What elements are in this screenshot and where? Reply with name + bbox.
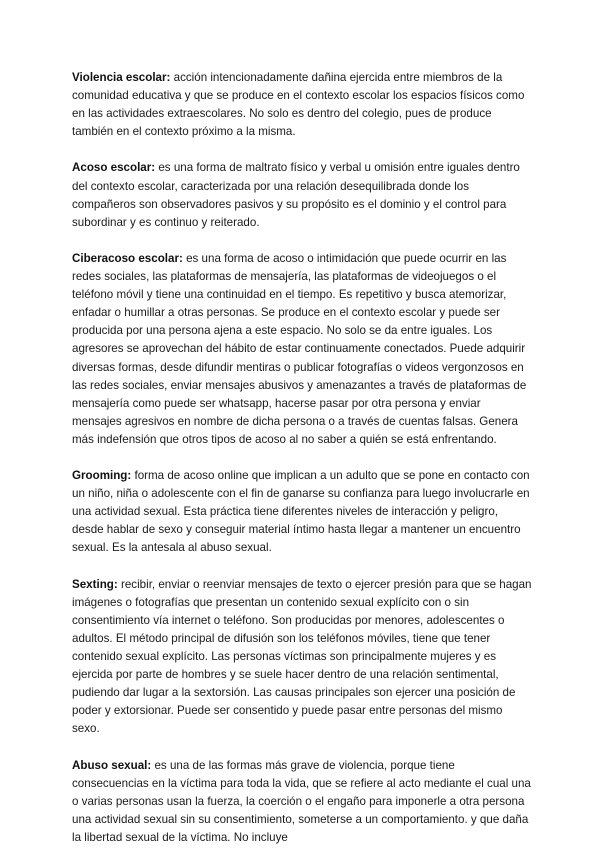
- definition-ciberacoso-escolar: [72, 250, 532, 449]
- definition-text: acción intencionadamente dañina ejercida entre miembros de la comunidad educativa y que se produce en el contexto escolar los espacios físicos como en las actividades extraescolares. No solo es dentro del colegio, pues de produce también en el contexto próximo a la misma.: [72, 71, 525, 139]
- definition-text: forma de acoso online que implican a un adulto que se pone en contacto con un niño, niña o adolescente con el fin de ganarse su confianza para luego involucrarle en una actividad sexual. Esta práctica tiene diferentes niveles de interacción y peligro, desde hablar de sexo y conseguir material íntimo hasta llegar a mantener un encuentro sexual. Es la antesala al abuso sexual.: [72, 469, 530, 555]
- term-label: Abuso sexual:: [72, 758, 152, 772]
- term-label: Sexting:: [72, 577, 118, 591]
- definition-grooming: [72, 467, 532, 557]
- document-body: [72, 69, 532, 865]
- definition-abuso-sexual: [72, 757, 532, 847]
- definition-acoso-escolar: [72, 159, 532, 231]
- definition-sexting: [72, 576, 532, 739]
- definition-text: recibir, enviar o reenviar mensajes de texto o ejercer presión para que se hagan imágenes o fotografías que presentan un contenido sexual explícito con o sin consentimiento vía internet o teléfono. Son producidas por menores, adolescentes o adultos. El método principal de difusión son los teléfonos móviles, tiene que tener contenido sexual explícito. Las personas víctimas son principalmente mujeres y es ejercida por parte de hombres y se suele hacer dentro de una relación sentimental, pudiendo dar lugar a la sextorsión. Las causas principales son ejercer una posición de poder y extorsionar. Puede ser consentido y puede pasar entre personas del mismo sexo.: [72, 577, 532, 736]
- definition-text: es una forma de acoso o intimidación que puede ocurrir en las redes sociales, las plataformas de mensajería, las plataformas de videojuegos o el teléfono móvil y tiene una continuidad en el tiempo. Es repetitivo y busca atemorizar, enfadar o humillar a otras personas. Se produce en el contexto escolar y puede ser producida por una persona ajena a este espacio. No solo se da entre iguales. Los agresores se aprovechan del hábito de estar continuamente conectados. Puede adquirir diversas formas, desde difundir mentiras o publicar fotografías o videos vergonzosos en las redes sociales, enviar mensajes abusivos y amenazantes a través de plataformas de mensajería como puede ser whatsapp, hacerse pasar por otra persona y enviar mensajes agresivos en nombre de dicha persona o a través de cuentas falsas. Genera más indefensión que otros tipos de acoso al no saber a quién se está enfrentando.: [72, 251, 527, 446]
- term-label: Ciberacoso escolar:: [72, 251, 183, 265]
- term-label: Grooming:: [72, 469, 132, 483]
- term-label: Acoso escolar:: [72, 161, 156, 175]
- definition-text: es una forma de maltrato físico y verbal u omisión entre iguales dentro del contexto escolar, caracterizada por una relación desequilibrada donde los compañeros son observadores pasivos y su propósito es el dominio y el control para subordinar y es continuo y reiterado.: [72, 161, 520, 229]
- definition-text: es una de las formas más grave de violencia, porque tiene consecuencias en la víctima para toda la vida, que se refiere al acto mediante el cual una o varias personas usan la fuerza, la coerción o el engaño para imponerle a otra persona una actividad sexual sin su consentimiento, someterse a un comportamiento. y que daña la libertad sexual de la víctima. No incluye: [72, 758, 531, 844]
- term-label: Violencia escolar:: [72, 71, 171, 84]
- definition-violencia-escolar: [72, 69, 532, 141]
